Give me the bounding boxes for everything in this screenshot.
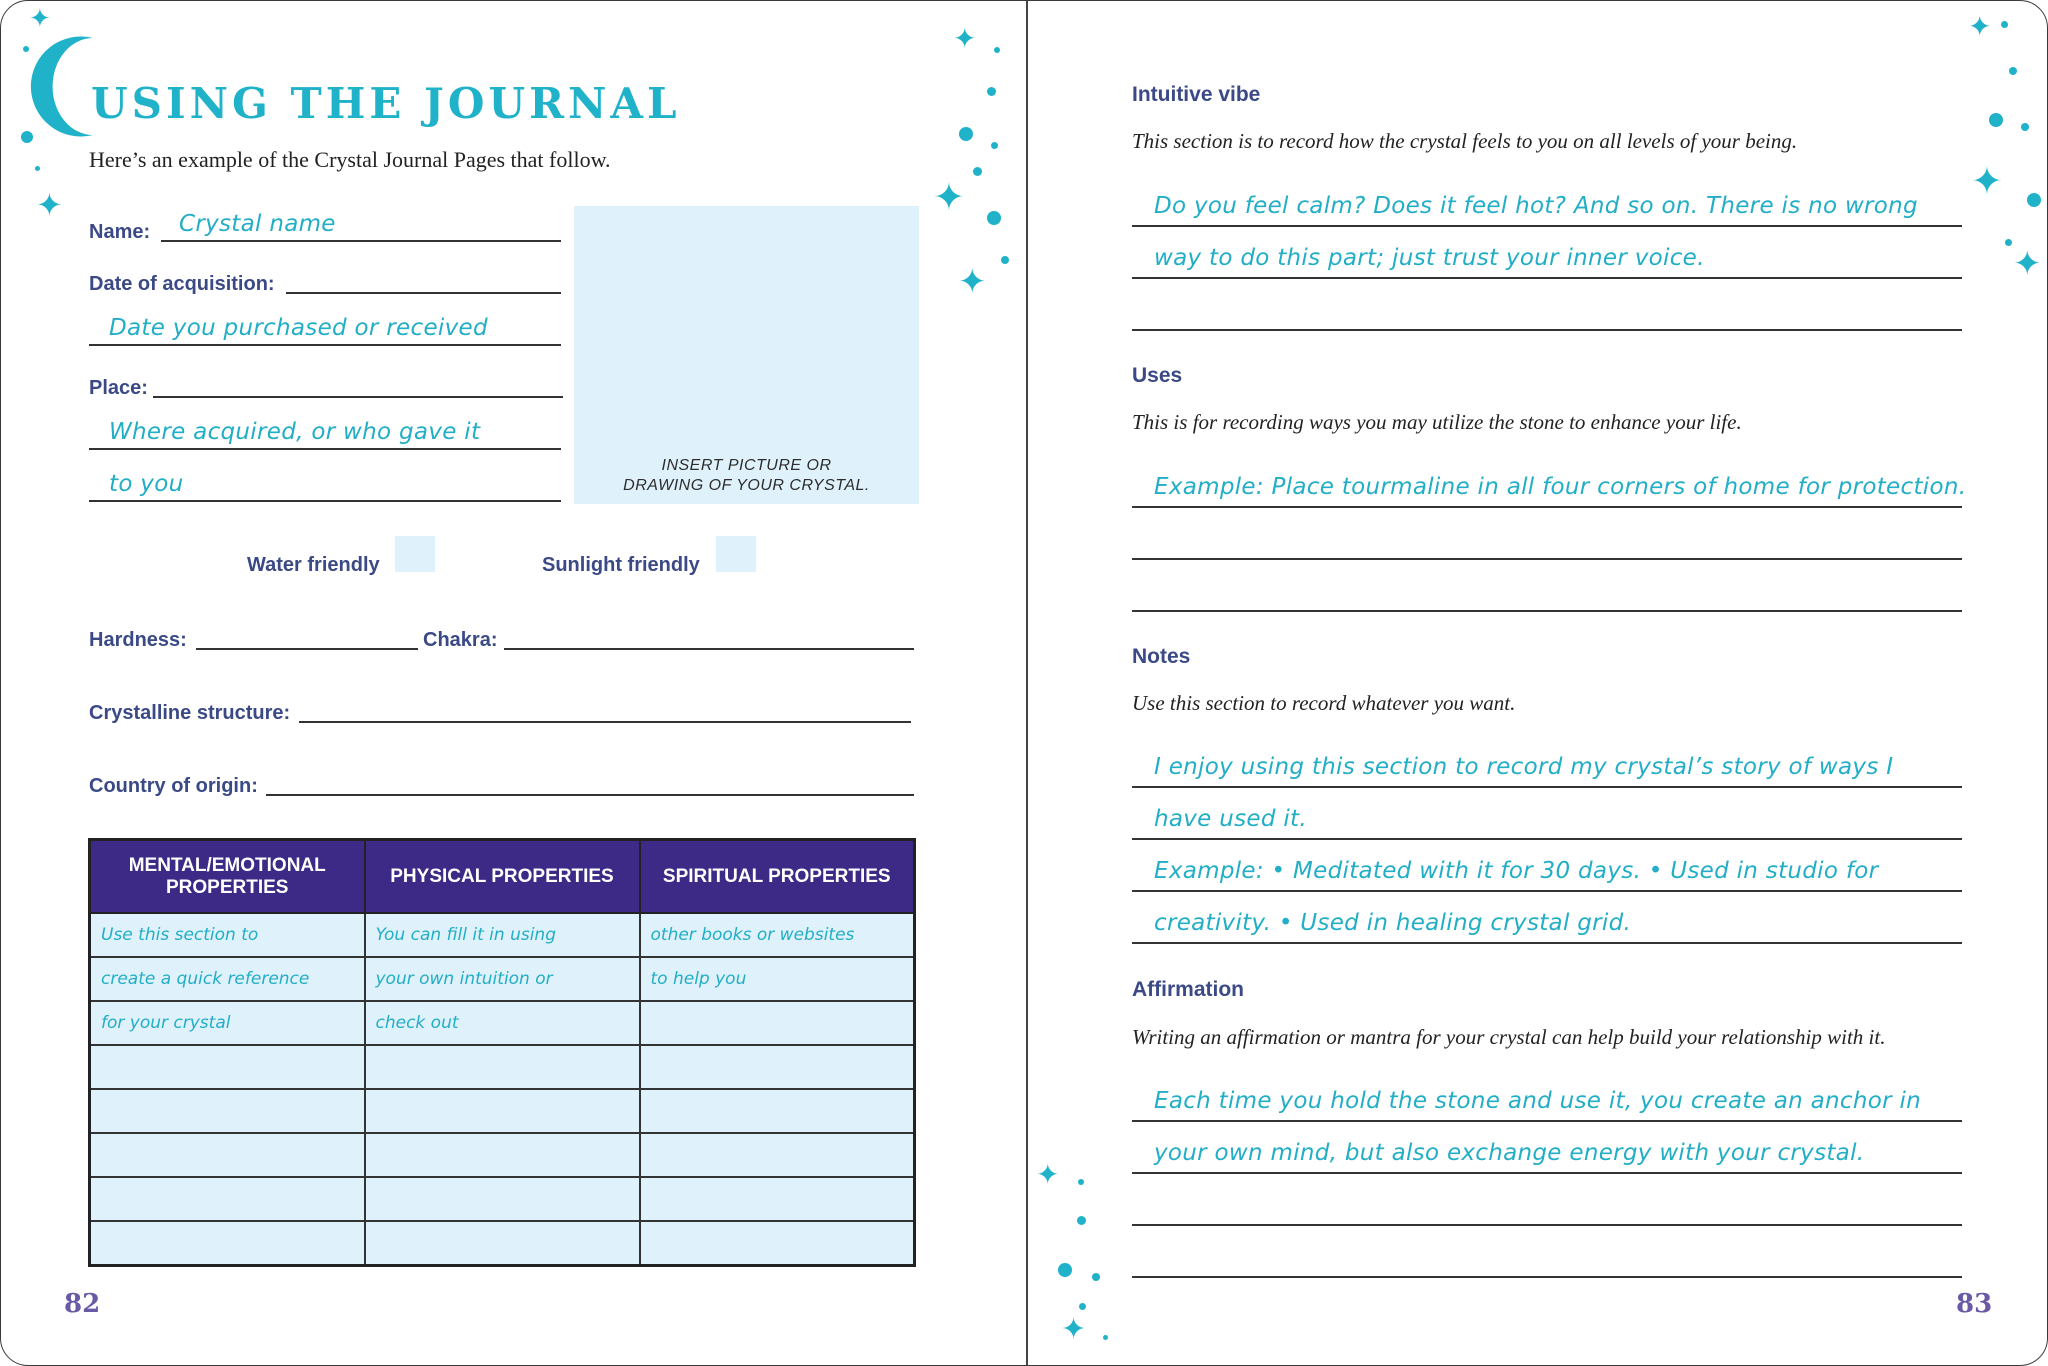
table-cell[interactable]: to help you: [640, 957, 915, 1001]
section-description: This section is to record how the crystal feels to you on all levels of your being.: [1132, 129, 1798, 153]
writing-line[interactable]: [1132, 786, 1962, 788]
table-cell[interactable]: [365, 1133, 640, 1177]
table-cell[interactable]: [640, 1221, 915, 1266]
table-cell[interactable]: [90, 1133, 365, 1177]
sunlight-friendly-checkbox[interactable]: [716, 536, 756, 572]
handwritten-entry: creativity. • Used in healing crystal grid.: [1154, 910, 1632, 936]
handwritten-entry: Do you feel calm? Does it feel hot? And so on. There is no wrong: [1154, 193, 1918, 219]
page-gutter: [1026, 1, 1028, 1366]
image-caption-line-1: INSERT PICTURE OR: [661, 457, 832, 474]
sparkle-star-icon: ✦: [1971, 161, 2003, 203]
sparkle-star-icon: ✦: [29, 3, 51, 33]
section-description: Writing an affirmation or mantra for your crystal can help build your relationship with it.: [1132, 1025, 1886, 1049]
table-cell[interactable]: [90, 1089, 365, 1133]
country-label: Country of origin:: [89, 775, 258, 797]
properties-table: [88, 838, 916, 1267]
water-friendly-checkbox[interactable]: [395, 536, 435, 572]
handwritten-entry: way to do this part; just trust your inner voice.: [1154, 245, 1705, 271]
table-row: [90, 913, 915, 957]
hardness-label: Hardness:: [89, 629, 187, 651]
image-caption: [574, 456, 919, 496]
table-row: [90, 1177, 915, 1221]
table-cell[interactable]: You can fill it in using: [365, 913, 640, 957]
header-mental-line-1: MENTAL/EMOTIONAL: [128, 854, 326, 876]
dot-icon: [21, 131, 33, 143]
dot-icon: [2009, 67, 2017, 75]
table-row: [90, 957, 915, 1001]
sparkle-star-icon: ✦: [1036, 1159, 1060, 1190]
table-cell[interactable]: Use this section to: [90, 913, 365, 957]
writing-line[interactable]: [1132, 506, 1962, 508]
date-value: Date you purchased or received: [109, 315, 488, 341]
table-cell[interactable]: [640, 1089, 915, 1133]
dot-icon: [1092, 1273, 1100, 1281]
header-physical: PHYSICAL PROPERTIES: [365, 840, 640, 914]
section-heading: Notes: [1132, 645, 1191, 668]
table-cell[interactable]: [365, 1177, 640, 1221]
section-heading: Intuitive vibe: [1132, 83, 1261, 106]
structure-label: Crystalline structure:: [89, 702, 291, 724]
hardness-line[interactable]: [196, 648, 418, 650]
place-value-2: to you: [109, 471, 184, 497]
dot-icon: [973, 167, 982, 176]
moon-icon: [27, 34, 99, 139]
handwritten-entry: have used it.: [1154, 806, 1307, 832]
handwritten-entry: your own mind, but also exchange energy with your crystal.: [1154, 1140, 1865, 1166]
table-cell[interactable]: [365, 1221, 640, 1266]
table-body: [90, 913, 915, 1266]
writing-line[interactable]: [1132, 277, 1962, 279]
writing-line[interactable]: [1132, 838, 1962, 840]
section-description: Use this section to record whatever you want.: [1132, 691, 1516, 715]
place-line-2[interactable]: [89, 448, 561, 450]
dot-icon: [23, 46, 29, 52]
chakra-label: Chakra:: [423, 629, 498, 651]
name-line[interactable]: [161, 240, 561, 242]
table-cell[interactable]: create a quick reference: [90, 957, 365, 1001]
handwritten-entry: Example: • Meditated with it for 30 days. • Used in studio for: [1154, 858, 1879, 884]
name-value: Crystal name: [179, 211, 336, 237]
table-cell[interactable]: check out: [365, 1001, 640, 1045]
section-description: This is for recording ways you may utilize the stone to enhance your life.: [1132, 410, 1742, 434]
table-row: [90, 1045, 915, 1089]
dot-icon: [1058, 1263, 1072, 1277]
image-caption-line-2: DRAWING OF YOUR CRYSTAL.: [623, 477, 870, 494]
table-row: [90, 1089, 915, 1133]
table-cell[interactable]: [365, 1089, 640, 1133]
writing-line[interactable]: [1132, 1172, 1962, 1174]
writing-line[interactable]: [1132, 890, 1962, 892]
section-heading: Uses: [1132, 364, 1183, 387]
table-row: [90, 1001, 915, 1045]
sparkle-star-icon: ✦: [933, 177, 965, 219]
dot-icon: [2021, 123, 2029, 131]
sparkle-star-icon: ✦: [36, 187, 63, 223]
handwritten-entry: Example: Place tourmaline in all four corners of home for protection.: [1154, 474, 1967, 500]
date-label: Date of acquisition:: [89, 273, 275, 295]
sparkle-star-icon: ✦: [1968, 11, 1992, 42]
table-cell[interactable]: [90, 1221, 365, 1266]
dot-icon: [2001, 21, 2008, 28]
date-line[interactable]: [286, 292, 561, 294]
writing-line[interactable]: [1132, 225, 1962, 227]
page-title: USING THE JOURNAL: [91, 79, 681, 128]
table-cell[interactable]: [640, 1177, 915, 1221]
table-cell[interactable]: [640, 1001, 915, 1045]
handwritten-entry: Each time you hold the stone and use it, you create an anchor in: [1154, 1088, 1922, 1114]
intro-text: Here’s an example of the Crystal Journal Pages that follow.: [89, 147, 611, 172]
table-cell[interactable]: [365, 1045, 640, 1089]
sunlight-friendly-label: Sunlight friendly: [542, 554, 700, 576]
table-row: [90, 1133, 915, 1177]
dot-icon: [2005, 239, 2012, 246]
header-spiritual: SPIRITUAL PROPERTIES: [640, 840, 915, 914]
table-cell[interactable]: [640, 1133, 915, 1177]
writing-line[interactable]: [1132, 610, 1962, 612]
dot-icon: [1103, 1335, 1108, 1340]
dot-icon: [1078, 1179, 1084, 1185]
dot-icon: [1989, 113, 2003, 127]
date-line-2[interactable]: [89, 344, 561, 346]
dot-icon: [991, 142, 998, 149]
table-row: [90, 1221, 915, 1266]
header-mental-emotional: [90, 840, 365, 914]
sparkle-star-icon: ✦: [2013, 245, 2042, 283]
dot-icon: [987, 211, 1001, 225]
table-cell[interactable]: your own intuition or: [365, 957, 640, 1001]
place-label: Place:: [89, 377, 148, 399]
page-number-right: 83: [1956, 1289, 1993, 1319]
handwritten-entry: I enjoy using this section to record my crystal’s story of ways I: [1154, 754, 1894, 780]
writing-line[interactable]: [1132, 1224, 1962, 1226]
dot-icon: [1079, 1303, 1086, 1310]
writing-line[interactable]: [1132, 1276, 1962, 1278]
writing-line[interactable]: [1132, 1120, 1962, 1122]
dot-icon: [1077, 1216, 1086, 1225]
country-line[interactable]: [266, 794, 914, 796]
water-friendly-label: Water friendly: [247, 554, 380, 576]
page-number-left: 82: [64, 1289, 101, 1319]
dot-icon: [987, 87, 996, 96]
table-cell[interactable]: for your crystal: [90, 1001, 365, 1045]
sparkle-star-icon: ✦: [958, 263, 987, 301]
sparkle-star-icon: ✦: [953, 23, 977, 54]
name-label: Name:: [89, 221, 151, 243]
dot-icon: [994, 47, 1000, 53]
writing-line[interactable]: [1132, 558, 1962, 560]
writing-line[interactable]: [1132, 942, 1962, 944]
place-line-3[interactable]: [89, 500, 561, 502]
dot-icon: [1001, 256, 1009, 264]
place-value-1: Where acquired, or who gave it: [109, 419, 481, 445]
table-cell[interactable]: other books or websites: [640, 913, 915, 957]
header-mental-line-2: PROPERTIES: [166, 876, 289, 898]
dot-icon: [959, 127, 973, 141]
table-cell[interactable]: [90, 1045, 365, 1089]
dot-icon: [2027, 193, 2041, 207]
table-header-row: [90, 840, 915, 914]
writing-line[interactable]: [1132, 329, 1962, 331]
sparkle-star-icon: ✦: [1061, 1313, 1087, 1346]
dot-icon: [35, 166, 40, 171]
table-cell[interactable]: [640, 1045, 915, 1089]
table-cell[interactable]: [90, 1177, 365, 1221]
place-line[interactable]: [153, 396, 563, 398]
section-heading: Affirmation: [1132, 978, 1244, 1001]
chakra-line[interactable]: [504, 648, 914, 650]
structure-line[interactable]: [299, 721, 911, 723]
